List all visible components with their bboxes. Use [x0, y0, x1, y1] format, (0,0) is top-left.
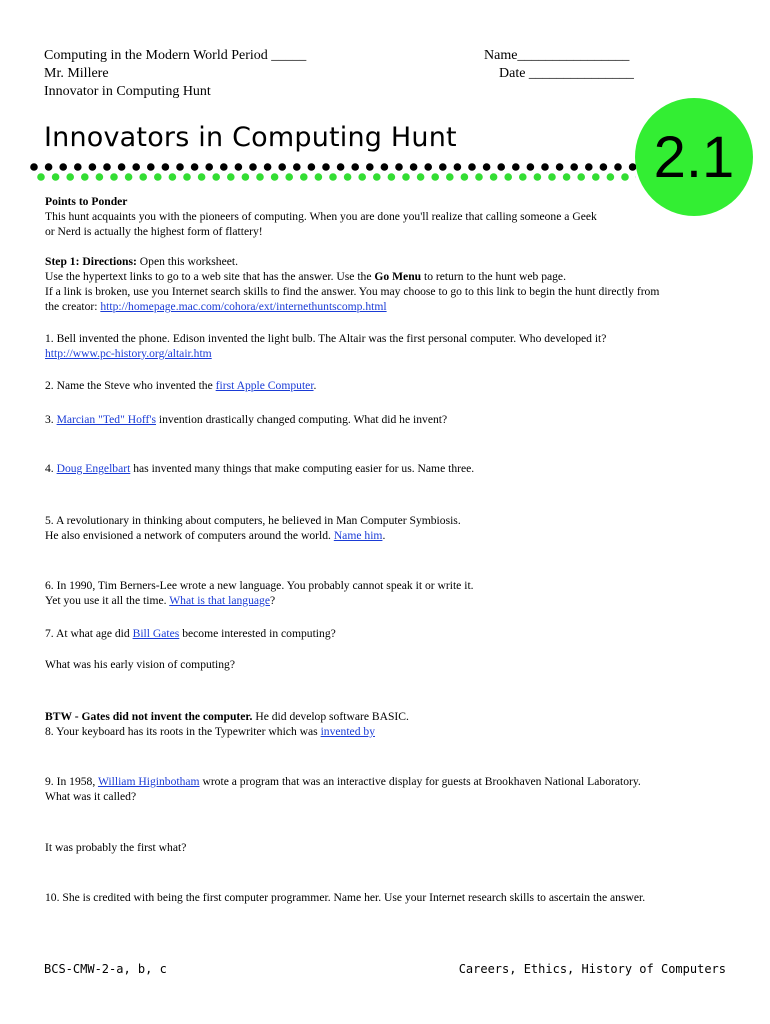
question-6-line-2: Yet you use it all the time. What is that language?	[45, 594, 276, 607]
name-field: Name________________	[484, 48, 630, 63]
divider-dot	[308, 163, 316, 171]
divider-dot	[220, 163, 228, 171]
divider-dot	[424, 163, 432, 171]
divider-dot	[52, 173, 60, 181]
footer-topics: Careers, Ethics, History of Computers	[458, 962, 726, 976]
divider-dot	[431, 173, 439, 181]
step1-line-1: Step 1: Directions: Open this worksheet.	[45, 255, 238, 268]
name-him-link[interactable]: Name him	[333, 529, 383, 542]
header-right	[484, 47, 634, 83]
divider-dot	[570, 163, 578, 171]
language-link[interactable]: What is that language	[169, 594, 270, 607]
divider-dot	[81, 173, 89, 181]
ponder-heading: Points to Ponder	[45, 195, 128, 208]
divider-dot	[249, 163, 257, 171]
divider-dot	[592, 173, 600, 181]
divider-dot	[527, 163, 535, 171]
divider-dot	[191, 163, 199, 171]
divider-dot	[176, 163, 184, 171]
header-teacher: Mr. Millere	[44, 66, 109, 81]
divider-dot	[600, 163, 608, 171]
divider-dot	[381, 163, 389, 171]
divider-dot	[125, 173, 133, 181]
divider-dot	[358, 173, 366, 181]
divider-dot	[154, 173, 162, 181]
divider-dot	[74, 163, 82, 171]
divider-dot	[271, 173, 279, 181]
divider-dot	[66, 173, 74, 181]
divider-dot	[205, 163, 213, 171]
divider-dot	[541, 163, 549, 171]
doug-engelbart-link[interactable]: Doug Engelbart	[56, 462, 131, 475]
divider-dot	[519, 173, 527, 181]
divider-dot	[59, 163, 67, 171]
question-10: 10. She is credited with being the first computer programmer. Name her. Use your Internet research skills to ascertain the answer.	[45, 891, 646, 904]
question-9: 9. In 1958, William Higinbotham wrote a program that was an interactive display for guests at Brookhaven National Laboratory.	[45, 775, 641, 788]
divider-dot	[351, 163, 359, 171]
divider-dot	[256, 173, 264, 181]
divider-dot	[490, 173, 498, 181]
footer-standards: BCS-CMW-2-a, b, c	[44, 962, 167, 976]
btw-note: BTW - Gates did not invent the computer. He did develop software BASIC.	[45, 710, 409, 723]
divider-dot	[285, 173, 293, 181]
divider-dot	[497, 163, 505, 171]
divider-dot	[329, 173, 337, 181]
divider-dot	[563, 173, 571, 181]
divider-dot	[147, 163, 155, 171]
divider-dot	[548, 173, 556, 181]
divider-dot	[417, 173, 425, 181]
divider-dot	[278, 163, 286, 171]
divider-dot	[315, 173, 323, 181]
question-7: 7. At what age did Bill Gates become interested in computing?	[45, 627, 336, 640]
divider-dot	[504, 173, 512, 181]
divider-dot	[395, 163, 403, 171]
divider-dot	[454, 163, 462, 171]
header-left	[44, 47, 306, 101]
question-5-line-2: He also envisioned a network of computers around the world. Name him.	[45, 529, 386, 542]
question-8: 8. Your keyboard has its roots in the Typewriter which was invented by	[45, 725, 375, 738]
divider-dot	[614, 163, 622, 171]
header-period: Computing in the Modern World Period _____	[44, 48, 307, 63]
altair-link-line	[45, 346, 212, 361]
divider-dot	[446, 173, 454, 181]
divider-dot	[212, 173, 220, 181]
divider-dot	[585, 163, 593, 171]
divider-dot	[410, 163, 418, 171]
divider-dot	[337, 163, 345, 171]
invented-by-link[interactable]: invented by	[320, 725, 375, 738]
divider-dot	[242, 173, 250, 181]
question-1: 1. Bell invented the phone. Edison invented the light bulb. The Altair was the first personal computer. Who developed it?	[45, 332, 607, 345]
divider-dot	[607, 173, 615, 181]
divider-dot	[30, 163, 38, 171]
question-9-line-2: What was it called?	[45, 790, 137, 803]
header-subtitle: Innovator in Computing Hunt	[44, 84, 211, 99]
divider-dot	[227, 173, 235, 181]
divider-dot	[162, 163, 170, 171]
ted-hoff-link[interactable]: Marcian "Ted" Hoff's	[56, 413, 156, 426]
divider-dot	[37, 173, 45, 181]
divider-dot	[198, 173, 206, 181]
higinbotham-link[interactable]: William Higinbotham	[97, 775, 200, 788]
date-field: Date _______________	[499, 66, 634, 81]
step1-line-2: Use the hypertext links to go to a web site that has the answer. Use the Go Menu to return to the hunt web page.	[45, 270, 566, 283]
divider-dot	[475, 173, 483, 181]
altair-link[interactable]: http://www.pc-history.org/altair.htm	[45, 347, 212, 360]
dotted-divider	[28, 158, 636, 186]
divider-dot	[118, 163, 126, 171]
divider-dot	[183, 173, 191, 181]
divider-dot	[512, 163, 520, 171]
question-6-line-1: 6. In 1990, Tim Berners-Lee wrote a new language. You probably cannot speak it or write it.	[45, 579, 474, 592]
divider-dot	[468, 163, 476, 171]
divider-dot	[461, 173, 469, 181]
divider-dot	[132, 163, 140, 171]
divider-dot	[439, 163, 447, 171]
step1-label: Step 1: Directions:	[45, 255, 137, 268]
question-2: 2. Name the Steve who invented the first Apple Computer.	[45, 379, 317, 392]
divider-dot	[139, 173, 147, 181]
divider-dot	[293, 163, 301, 171]
divider-dot	[629, 163, 636, 171]
question-5-line-1: 5. A revolutionary in thinking about computers, he believed in Man Computer Symbiosis.	[45, 514, 461, 527]
divider-dot	[322, 163, 330, 171]
divider-dot	[96, 173, 104, 181]
divider-dot	[556, 163, 564, 171]
divider-dot	[45, 163, 53, 171]
divider-dot	[344, 173, 352, 181]
step1-line-3: If a link is broken, use you Internet search skills to find the answer. You may choose to go to this link to begin the hunt directly from	[45, 285, 660, 298]
divider-dot	[373, 173, 381, 181]
divider-dot	[621, 173, 629, 181]
question-9-followup: It was probably the first what?	[45, 841, 187, 854]
divider-dot	[388, 173, 396, 181]
divider-dot	[169, 173, 177, 181]
divider-dot	[300, 173, 308, 181]
question-4: 4. Doug Engelbart has invented many things that make computing easier for us. Name three.	[45, 462, 475, 475]
bill-gates-link[interactable]: Bill Gates	[132, 627, 180, 640]
divider-dot	[483, 163, 491, 171]
step1-line-4: the creator: http://homepage.mac.com/cohora/ext/internethuntscomp.html	[45, 300, 387, 313]
divider-dot	[89, 163, 97, 171]
ponder-line-1: This hunt acquaints you with the pioneers of computing. When you are done you'll realize that calling someone a Geek	[45, 210, 597, 223]
divider-dot	[402, 173, 410, 181]
divider-dot	[366, 163, 374, 171]
go-menu-label: Go Menu	[374, 270, 422, 283]
divider-dot	[103, 163, 111, 171]
divider-dot	[235, 163, 243, 171]
divider-dot	[110, 173, 118, 181]
divider-dot	[534, 173, 542, 181]
question-7-followup: What was his early vision of computing?	[45, 658, 235, 671]
ponder-line-2: or Nerd is actually the highest form of flattery!	[45, 225, 263, 238]
divider-dot	[264, 163, 272, 171]
page-title: Innovators in Computing Hunt	[44, 122, 457, 153]
divider-dot	[577, 173, 585, 181]
apple-computer-link[interactable]: first Apple Computer	[215, 379, 314, 392]
section-badge: 2.1	[635, 98, 753, 216]
question-3: 3. Marcian "Ted" Hoff's invention drastically changed computing. What did he invent?	[45, 413, 448, 426]
creator-link[interactable]: http://homepage.mac.com/cohora/ext/internethuntscomp.html	[100, 300, 387, 313]
